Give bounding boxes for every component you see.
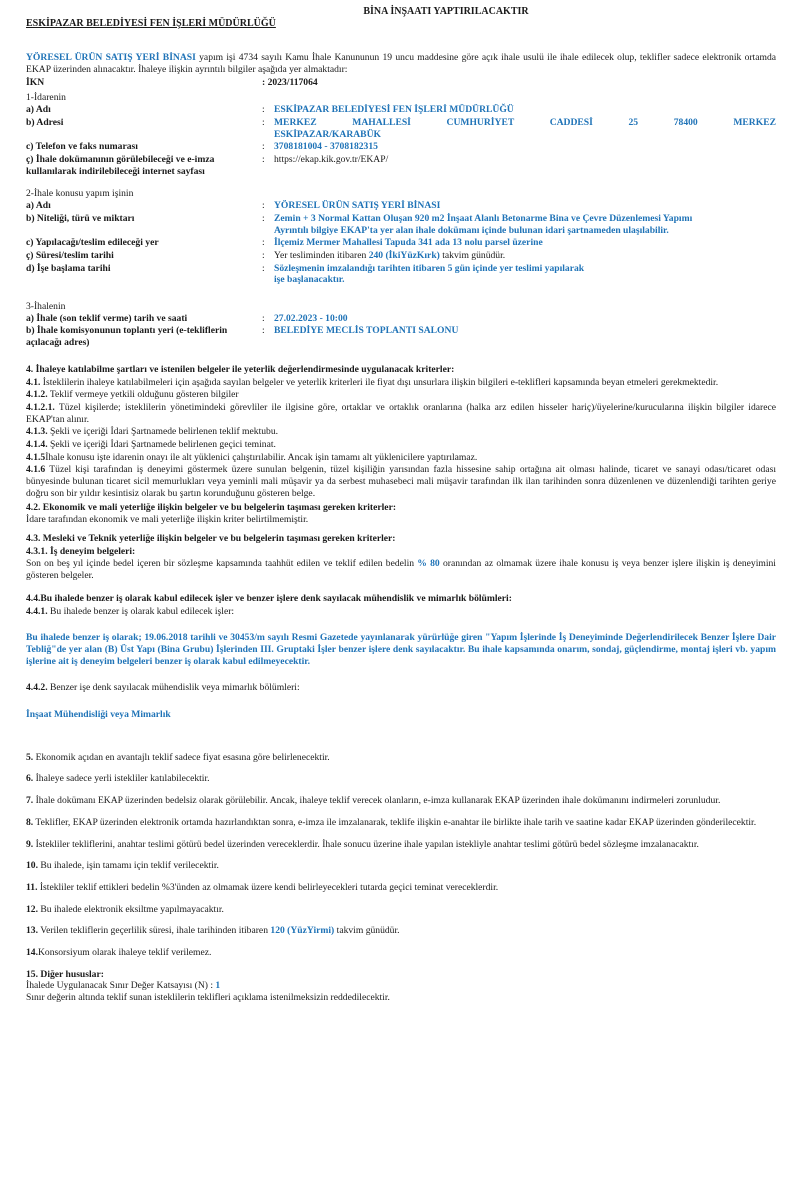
intro-paragraph bbox=[26, 52, 776, 75]
section-4-title: 4. İhaleye katılabilme şartları ve istenilen belgeler ile yeterlik değerlendirmesinde uygulanacak kriterler: bbox=[26, 363, 455, 375]
sec1-row-address: b) Adresi : MERKEZ MAHALLESİ CUMHURİYET CADDESİ 25 78400 MERKEZ ESKİPAZAR/KARABÜK bbox=[26, 116, 776, 140]
clause-5: 5. Ekonomik açıdan en avantajlı teklif sadece fiyat esasına göre belirlenecektir. bbox=[26, 751, 330, 763]
clause-8: 8. Teklifler, EKAP üzerinden elektronik ortamda hazırlandıktan sonra, e-imza ile imzalanarak, teklife ilişkin e-anahtar ile birlikte ihale tarih ve saatine kadar EKAP üzerinden gönderilecektir. bbox=[26, 816, 757, 828]
sec1-row-label: c) Telefon ve faks numarası bbox=[26, 141, 138, 153]
ikn-label: İKN bbox=[26, 76, 45, 88]
sec1-row-label: b) Adresi bbox=[26, 116, 64, 128]
authority-heading: ESKİPAZAR BELEDİYESİ FEN İŞLERİ MÜDÜRLÜĞÜ bbox=[26, 18, 276, 30]
sec1-row-label: ç) İhale dokümanının görülebileceği ve e-imza kullanılarak indirilebileceği internet sayfası bbox=[26, 154, 215, 177]
clause-9: 9. İstekliler tekliflerini, anahtar teslimi götürü bedel üzerinden vereceklerdir. İhale sonucu üzerine ihale yapılan istekliyle anahtar teslimi götürü bedel sözleşme imzalanacaktır. bbox=[26, 838, 699, 850]
clause-14: 14.Konsorsiyum olarak ihaleye teklif verilemez. bbox=[26, 947, 212, 959]
clause-4-4-2-text: İnşaat Mühendisliği veya Mimarlık bbox=[26, 709, 171, 721]
sec3-row-place: b) İhale komisyonunun toplantı yeri (e-tekliflerin açılacağı adres) : BELEDİYE MECLİS TOPLANTI SALONU bbox=[26, 325, 776, 348]
duration-pre: Yer tesliminden itibaren bbox=[274, 249, 369, 261]
sec3-row-value: 27.02.2023 - 10:00 bbox=[274, 312, 348, 324]
sec1-row-phone: c) Telefon ve faks numarası : 3708181004 - 3708182315 bbox=[26, 141, 776, 153]
clause-4-1-6: 4.1.6 Tüzel kişi tarafından iş deneyimi göstermek üzere sunulan belgenin, tüzel kişiliğin yarısından fazla hissesine sahip ortağına ait olması halinde, ticaret ve sanayi odası/ticaret odası bünyesinde bulunan ticaret sicil memurlukları veya yeminli mali müşavir ya da serbest muhasebeci mali müşavir tarafından ilk ilan tarihinden sonra düzenlenen ve düzenlendiği tarihten geriye doğru son bir yıldır kesintisiz olarak bu şartın korunduğunu gösteren belge. bbox=[26, 464, 776, 499]
clause-4-4-heading: 4.4.Bu ihalede benzer iş olarak kabul edilecek işler ve benzer işlere denk sayılacak mühendislik ve mimarlık bölümleri: bbox=[26, 592, 512, 604]
sec2-row-name: a) Adı : YÖRESEL ÜRÜN SATIŞ YERİ BİNASI bbox=[26, 200, 776, 212]
clause-4-1-2: 4.1.2. Teklif vermeye yetkili olduğunu gösteren bilgiler bbox=[26, 389, 239, 401]
section-3-title: 3-İhalenin bbox=[26, 301, 66, 313]
sec2-row-duration: ç) Süresi/teslim tarihi : Yer tesliminden itibaren 240 (İkiYüzKırk) takvim günüdür. bbox=[26, 249, 506, 261]
clause-15-line-2: Sınır değerin altında teklif sunan isteklilerin teklifleri açıklama istenilmeksizin reddedilecektir. bbox=[26, 992, 390, 1004]
clause-4-2-heading: 4.2. Ekonomik ve mali yeterliğe ilişkin belgeler ve bu belgelerin taşıması gereken kriterler: bbox=[26, 501, 397, 513]
validity-value: 120 (YüzYirmi) bbox=[270, 925, 335, 937]
sec2-row-label: b) Niteliği, türü ve miktarı bbox=[26, 212, 135, 224]
address-line-2: ESKİPAZAR/KARABÜK bbox=[274, 128, 381, 140]
sec1-row-website: ç) İhale dokümanının görülebileceği ve e-imza kullanılarak indirilebileceği internet sayfası : https://ekap.kik.gov.tr/EKAP/ bbox=[26, 154, 776, 177]
clause-7: 7. İhale dokümanı EKAP üzerinden bedelsiz olarak görülebilir. Ancak, ihaleye teklif verecek olanların, e-imza kullanarak EKAP üzerinden ihale dokümanını indirmeleri zorunludur. bbox=[26, 795, 721, 807]
clause-10: 10. Bu ihalede, işin tamamı için teklif verilecektir. bbox=[26, 860, 219, 872]
clause-4-4-1-text: Bu ihalede benzer iş olarak; 19.06.2018 tarihli ve 30453/m sayılı Resmi Gazetede yayınlanarak yürürlüğe giren "Yapım İşlerinde İş Deneyiminde Değerlendirilecek Benzer İşlere Dair Tebliğ"de yer alan (B) Üst Yapı (Bina Grubu) İşlerinden III. Gruptaki İşler benzer işlere denk sayılacaktır. Bu ihale kapsamında onarım, sondaj, güçlendirme, montaj işleri vb. yapım işlerine ait iş deneyim belgeleri benzer iş olarak kabul edilmeyecektir. bbox=[26, 632, 776, 667]
section-1-title: 1-İdarenin bbox=[26, 92, 66, 104]
sec1-row-label: a) Adı bbox=[26, 104, 51, 116]
sec2-row-label: c) Yapılacağı/teslim edileceği yer bbox=[26, 237, 159, 249]
clause-15-line-1: İhalede Uygulanacak Sınır Değer Katsayısı (N) : 1 bbox=[26, 980, 221, 992]
percent-value: % 80 bbox=[417, 558, 440, 570]
clause-4-1-3: 4.1.3. Şekli ve içeriği İdari Şartnamede belirlenen teklif mektubu. bbox=[26, 426, 279, 438]
ekap-link[interactable]: https://ekap.kik.gov.tr/EKAP/ bbox=[274, 154, 389, 165]
sec2-row-label: a) Adı bbox=[26, 200, 51, 212]
sec2-row-value: İlçemiz Mermer Mahallesi Tapuda 341 ada 13 nolu parsel üzerine bbox=[274, 237, 543, 249]
sec2-row-label: ç) Süresi/teslim tarihi bbox=[26, 249, 114, 261]
sec1-row-name: a) Adı : ESKİPAZAR BELEDİYESİ FEN İŞLERİ MÜDÜRLÜĞÜ bbox=[26, 104, 776, 116]
sec2-row-start: d) İşe başlama tarihi : Sözleşmenin imzalandığı tarihten itibaren 5 gün içinde yer teslimi yapılarak işe başlanacaktır. bbox=[26, 263, 776, 286]
nature-line-2: Ayrıntılı bilgiye EKAP'ta yer alan ihale dokümanı içinde bulunan idari şartnameden ulaşılabilir. bbox=[274, 224, 669, 236]
duration-post: takvim günüdür. bbox=[439, 249, 506, 261]
clause-4-1-2-1: 4.1.2.1. Tüzel kişilerde; isteklilerin yönetimindeki görevliler ile ilgisine göre, ortaklar ve ortaklık oranlarına (halka arz edilen hisseler hariç)/üyelerine/kurucularına ilişkin bilgiler idarece EKAP'tan alınır. bbox=[26, 401, 776, 425]
sec2-row-nature: b) Niteliği, türü ve miktarı : Zemin + 3 Normal Kattan Oluşan 920 m2 İnşaat Alanlı Betonarme Bina ve Çevre Düzenlemesi Yapımı Ayrıntılı bilgiye EKAP'ta yer alan ihale dokümanı içinde bulunan idari şartnameden ulaşılabilir. bbox=[26, 213, 776, 236]
sec2-row-label: d) İşe başlama tarihi bbox=[26, 262, 111, 274]
nature-line-1: Zemin + 3 Normal Kattan Oluşan 920 m2 İnşaat Alanlı Betonarme Bina ve Çevre Düzenlemesi Yapımı bbox=[274, 212, 693, 224]
ikn-row bbox=[26, 77, 776, 89]
sec2-row-value: YÖRESEL ÜRÜN SATIŞ YERİ BİNASI bbox=[274, 200, 441, 212]
clause-4-1-5: 4.1.5İhale konusu işte idarenin onayı ile alt yüklenici çalıştırılabilir. Ancak işin tamamı alt yüklenicilere yaptırılamaz. bbox=[26, 451, 478, 463]
sec3-row-label: b) İhale komisyonunun toplantı yeri (e-tekliflerin açılacağı adres) bbox=[26, 325, 228, 349]
clause-4-2-text: İdare tarafından ekonomik ve mali yeterliğe ilişkin kriter belirtilmemiştir. bbox=[26, 514, 309, 526]
sec1-row-value: ESKİPAZAR BELEDİYESİ FEN İŞLERİ MÜDÜRLÜĞÜ bbox=[274, 104, 514, 116]
duration-value: 240 (İkiYüzKırk) bbox=[368, 249, 440, 261]
ikn-value: : 2023/117064 bbox=[262, 76, 318, 88]
sec1-row-value: 3708181004 - 3708182315 bbox=[274, 141, 378, 153]
document-title: BİNA İNŞAATI YAPTIRILACAKTIR bbox=[363, 6, 529, 17]
intro-text: yapım işi 4734 sayılı Kamu İhale Kanununun 19 uncu maddesine göre açık ihale usulü ile ihale edilecek olup, teklifler sadece elektronik ortamda EKAP üzerinden alınacaktır. İhaleye ilişkin ayrıntılı bilgiler aşağıda yer almaktadır: bbox=[26, 52, 776, 76]
limit-coefficient: 1 bbox=[215, 980, 221, 992]
sec3-row-label: a) İhale (son teklif verme) tarih ve saati bbox=[26, 312, 188, 324]
sec3-row-date: a) İhale (son teklif verme) tarih ve saati : 27.02.2023 - 10:00 bbox=[26, 313, 776, 325]
clause-4-1: 4.1. İsteklilerin ihaleye katılabilmeleri için aşağıda sayılan belgeler ve yeterlik kriterleri ile fiyat dışı unsurlara ilişkin bilgileri e-teklifleri kapsamında beyan etmeleri gerekmektedir. bbox=[26, 376, 719, 388]
clause-4-4-2-heading: 4.4.2. Benzer işe denk sayılacak mühendislik veya mimarlık bölümleri: bbox=[26, 682, 300, 694]
clause-12: 12. Bu ihalede elektronik eksiltme yapılmayacaktır. bbox=[26, 903, 224, 915]
sec3-row-value: BELEDİYE MECLİS TOPLANTI SALONU bbox=[274, 325, 459, 337]
sec2-row-value: Sözleşmenin imzalandığı tarihten itibaren 5 gün içinde yer teslimi yapılarak işe başlanacaktır. bbox=[274, 262, 585, 286]
clause-4-1-4: 4.1.4. Şekli ve içeriği İdari Şartnamede belirlenen geçici teminat. bbox=[26, 439, 276, 451]
clause-4-3-heading: 4.3. Mesleki ve Teknik yeterliğe ilişkin belgeler ve bu belgelerin taşıması gereken kriterler: bbox=[26, 532, 396, 544]
clause-11: 11. İstekliler teklif ettikleri bedelin %3'ünden az olmamak üzere kendi belirleyecekleri tutarda geçici teminat vereceklerdir. bbox=[26, 881, 499, 893]
address-line-1: MERKEZ MAHALLESİ CUMHURİYET CADDESİ 25 78400 MERKEZ bbox=[274, 116, 776, 128]
section-2-title: 2-İhale konusu yapım işinin bbox=[26, 188, 134, 200]
clause-13: 13. Verilen tekliflerin geçerlilik süresi, ihale tarihinden itibaren 120 (YüzYirmi) takvim günüdür. bbox=[26, 925, 400, 937]
clause-4-3-1-text: Son on beş yıl içinde bedel içeren bir sözleşme kapsamında taahhüt edilen ve teklif edilen bedelin % 80 oranından az olmamak üzere ihale konusu iş veya benzer işlere ilişkin iş deneyimini gösteren belgeler. bbox=[26, 558, 776, 582]
clause-6: 6. İhaleye sadece yerli istekliler katılabilecektir. bbox=[26, 773, 210, 785]
intro-project-name: YÖRESEL ÜRÜN SATIŞ YERİ BİNASI bbox=[26, 52, 196, 64]
clause-15-heading: 15. Diğer hususlar: bbox=[26, 968, 104, 980]
sec2-row-location: c) Yapılacağı/teslim edileceği yer : İlçemiz Mermer Mahallesi Tapuda 341 ada 13 nolu parsel üzerine bbox=[26, 237, 776, 249]
clause-4-4-1-heading: 4.4.1. Bu ihalede benzer iş olarak kabul edilecek işler: bbox=[26, 605, 235, 617]
clause-4-3-1-heading: 4.3.1. İş deneyim belgeleri: bbox=[26, 545, 136, 557]
